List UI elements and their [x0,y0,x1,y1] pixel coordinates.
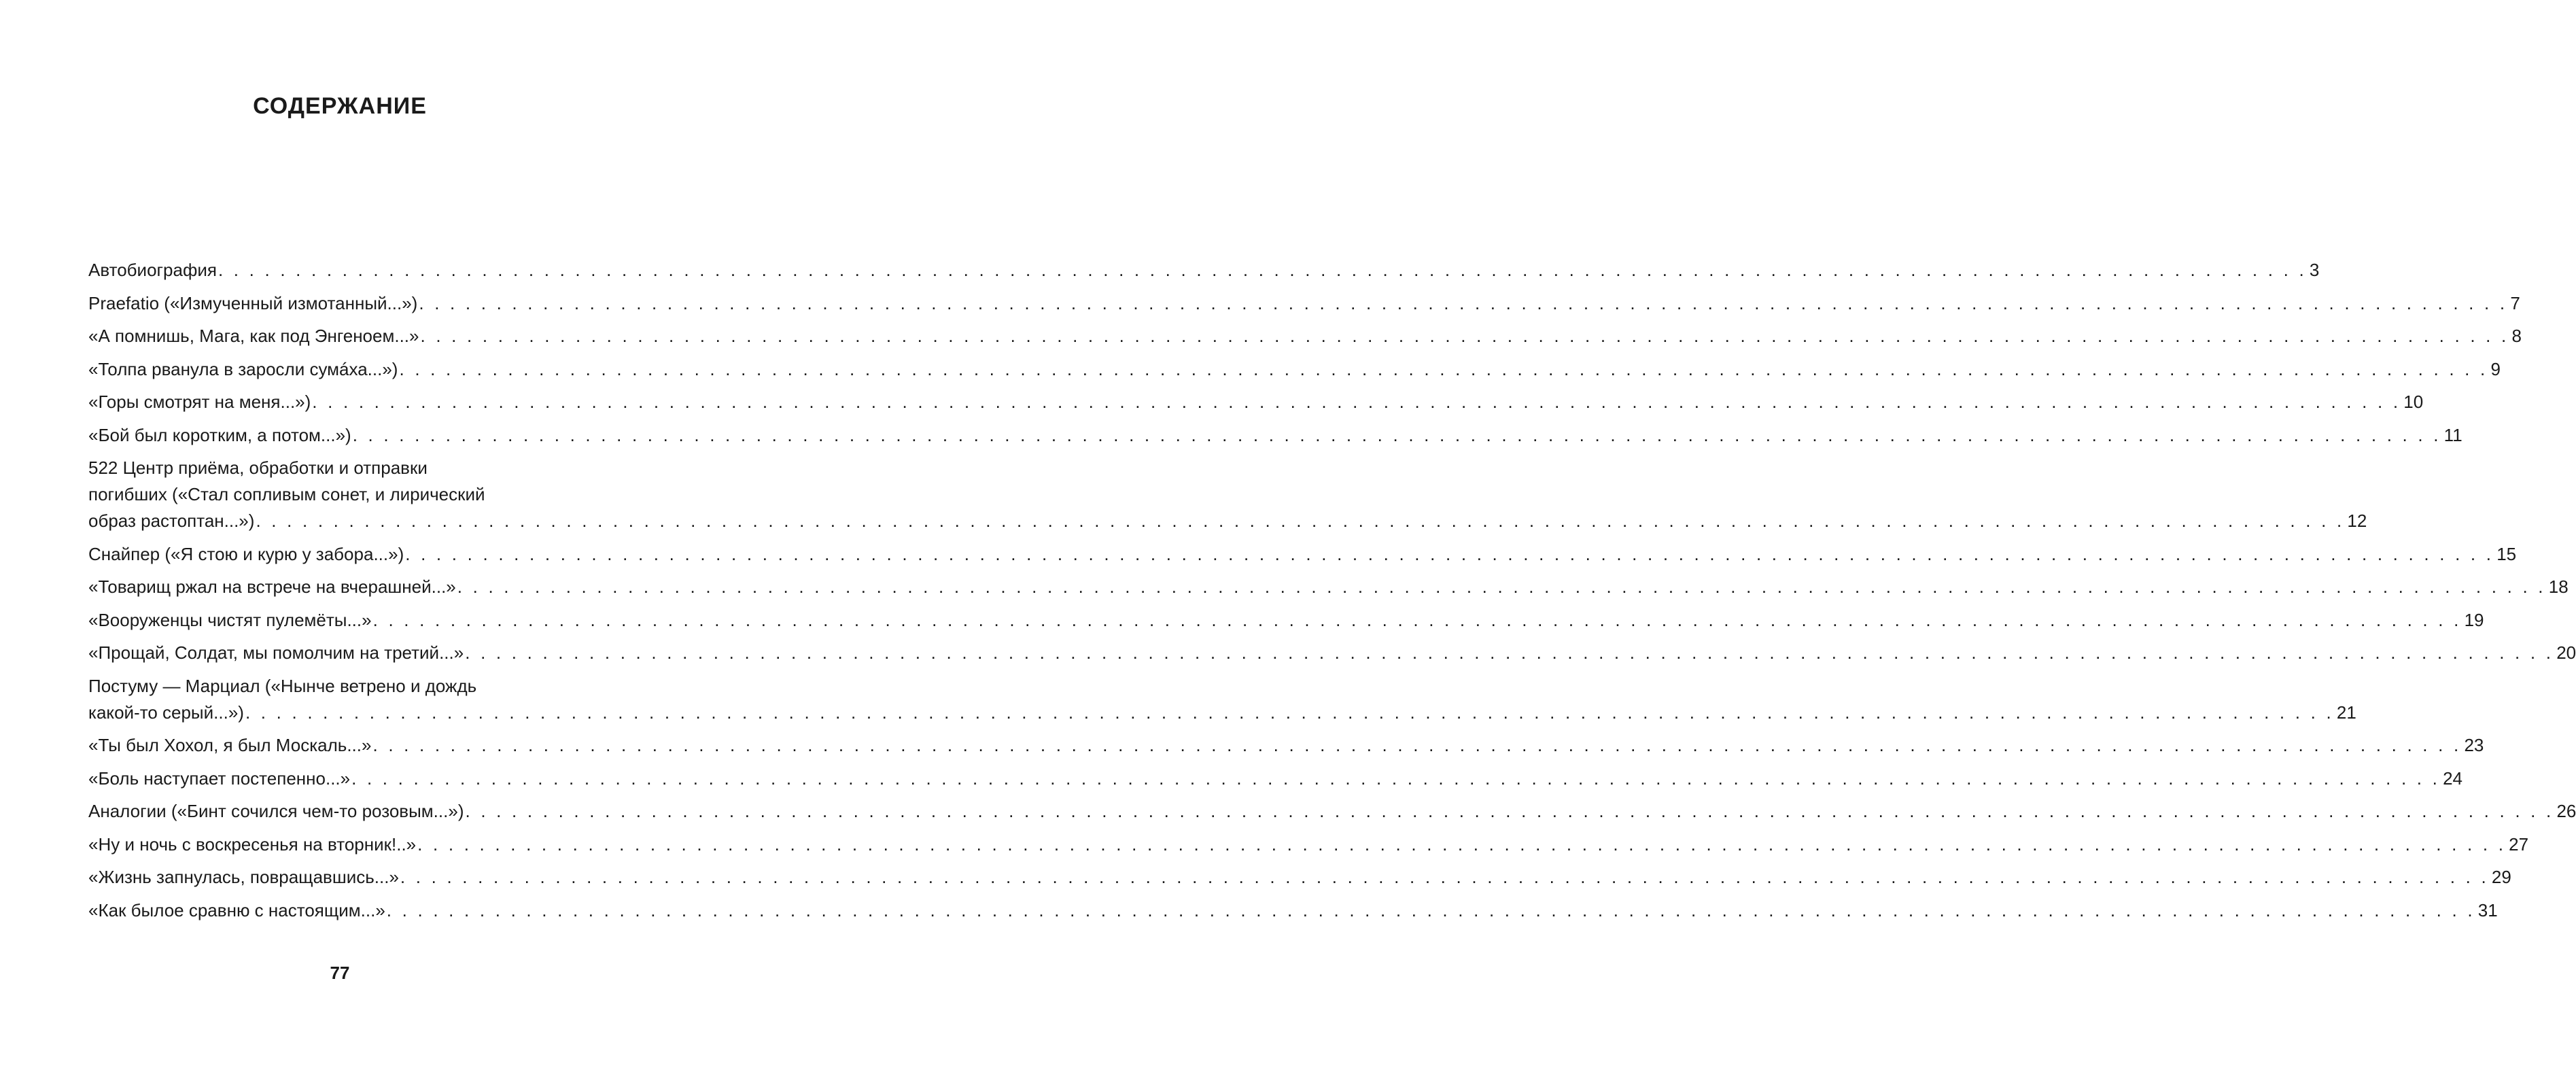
toc-entry-title: Аналогии («Бинт сочился чем-то розовым...») [88,801,464,821]
toc-page-number: 26 [2556,801,2576,821]
toc-page-number: 31 [2477,899,2498,920]
toc-entry[interactable] [88,290,2520,317]
dot-leader [256,508,2344,534]
toc-entry[interactable] [88,640,2576,666]
toc-entry[interactable] [88,732,2484,759]
toc-page-number: 27 [2509,833,2529,855]
dot-leader [405,541,2494,568]
dot-leader [417,831,2506,858]
toc-entry[interactable] [88,831,2529,858]
toc-entry[interactable] [88,673,2356,726]
dot-leader [351,765,2440,792]
toc-entry[interactable] [88,389,2424,415]
toc-entry-title: «Ну и ночь с воскресенья на вторник!..» [88,833,417,855]
toc-entry-last-line [88,356,2501,383]
toc-entry-title: Постуму — Марциал («Нынче ветрено и дождь [88,675,477,696]
toc-entry-last-line [88,765,2462,792]
toc-entry[interactable] [88,864,2511,891]
toc-entry-last-line [88,607,2484,634]
toc-entry-last-line [88,831,2529,858]
dot-leader [387,897,2475,924]
toc-page-number: 12 [2347,511,2367,531]
dot-leader [372,732,2461,759]
toc-entry-title: «Жизнь запнулась, повращавшись...» [88,867,399,887]
toc-entry-title: Снайпер («Я стою и курю у забора...») [88,543,404,564]
toc-entry-last-line [88,700,2356,726]
toc-entry[interactable] [88,455,2367,534]
dot-leader [465,798,2554,825]
toc-entry-title: «Как былое сравню с настоящим...» [88,899,385,920]
toc-entry-last-line [88,732,2484,759]
toc-entry-title: «Товарищ ржал на встрече на вчерашней...» [88,576,456,597]
toc-page-number: 11 [2443,424,2462,445]
toc-entry-line [88,481,588,508]
toc-page-number: 18 [2548,576,2569,597]
toc-entry-title: Автобиография [88,260,217,280]
toc-entry[interactable] [88,356,2501,383]
toc-page-number: 7 [2510,292,2520,313]
page-title: СОДЕРЖАНИЕ [253,93,427,119]
toc-entry-title: «Ты был Хохол, я был Москаль...» [88,735,372,755]
toc-entry-last-line [88,323,2522,349]
toc-entry-title: Praefatio («Измученный измотанный...») [88,292,418,313]
toc-entry-last-line [88,798,2576,825]
toc-page-number: 9 [2490,358,2501,379]
toc-page-number: 29 [2491,867,2511,887]
toc-entry-title: образ растоптан...») [88,511,255,531]
dot-leader [353,422,2441,449]
toc-page-number: 3 [2309,260,2320,280]
toc-entry-title: «Горы смотрят на меня...») [88,392,311,412]
toc-entry-title: 522 Центр приёма, обработки и отправки [88,458,428,478]
dot-leader [399,356,2488,383]
toc-entry-title: погибших («Стал сопливым сонет, и лирический [88,484,485,504]
toc-entry-last-line [88,389,2424,415]
dot-leader [419,290,2507,317]
toc-entry-title: «Толпа рванула в заросли сумáха...») [88,358,398,379]
toc-entry[interactable] [88,798,2576,825]
toc-page-number: 23 [2464,735,2484,755]
toc-entry-last-line [88,508,2367,534]
dot-leader [373,607,2462,634]
toc-entry-last-line [88,640,2576,666]
dot-leader [218,257,2307,283]
toc-entry-title: «А помнишь, Мага, как под Энгеноем...» [88,326,419,346]
toc-entry-last-line [88,897,2498,924]
dot-leader [400,864,2489,891]
toc-entry-last-line [88,257,2320,283]
dot-leader [420,323,2509,349]
toc-entry[interactable] [88,607,2484,634]
toc-entry[interactable] [88,257,2320,283]
dot-leader [312,389,2401,415]
table-of-contents [88,257,2576,930]
toc-page-number: 21 [2336,702,2356,723]
toc-entry-last-line [88,574,2569,600]
toc-entry-title: «Вооруженцы чистят пулемёты...» [88,609,372,630]
toc-entry-title: «Боль наступает постепенно...» [88,768,351,789]
toc-entry[interactable] [88,422,2462,449]
toc-page-number: 24 [2443,768,2462,789]
toc-entry[interactable] [88,541,2517,568]
toc-entry-title: «Бой был коротким, а потом...») [88,424,351,445]
toc-entry[interactable] [88,323,2522,349]
page-number: 77 [330,963,350,983]
toc-entry[interactable] [88,897,2498,924]
toc-page-number: 10 [2403,392,2424,412]
dot-leader [465,640,2554,666]
toc-entry-title: «Прощай, Солдат, мы помолчим на третий...» [88,642,464,663]
toc-page-number: 19 [2464,609,2484,630]
toc-page-number: 20 [2556,642,2576,663]
toc-entry-line [88,455,588,481]
toc-page-number: 8 [2511,326,2522,346]
toc-entry[interactable] [88,574,2569,600]
toc-entry-last-line [88,541,2517,568]
dot-leader [245,700,2334,726]
toc-entry-line [88,673,588,700]
toc-page-number: 15 [2496,543,2517,564]
toc-entry-last-line [88,290,2520,317]
dot-leader [457,574,2546,600]
toc-entry-last-line [88,422,2462,449]
toc-entry-title: какой-то серый...») [88,702,244,723]
toc-entry-last-line [88,864,2511,891]
toc-entry[interactable] [88,765,2462,792]
